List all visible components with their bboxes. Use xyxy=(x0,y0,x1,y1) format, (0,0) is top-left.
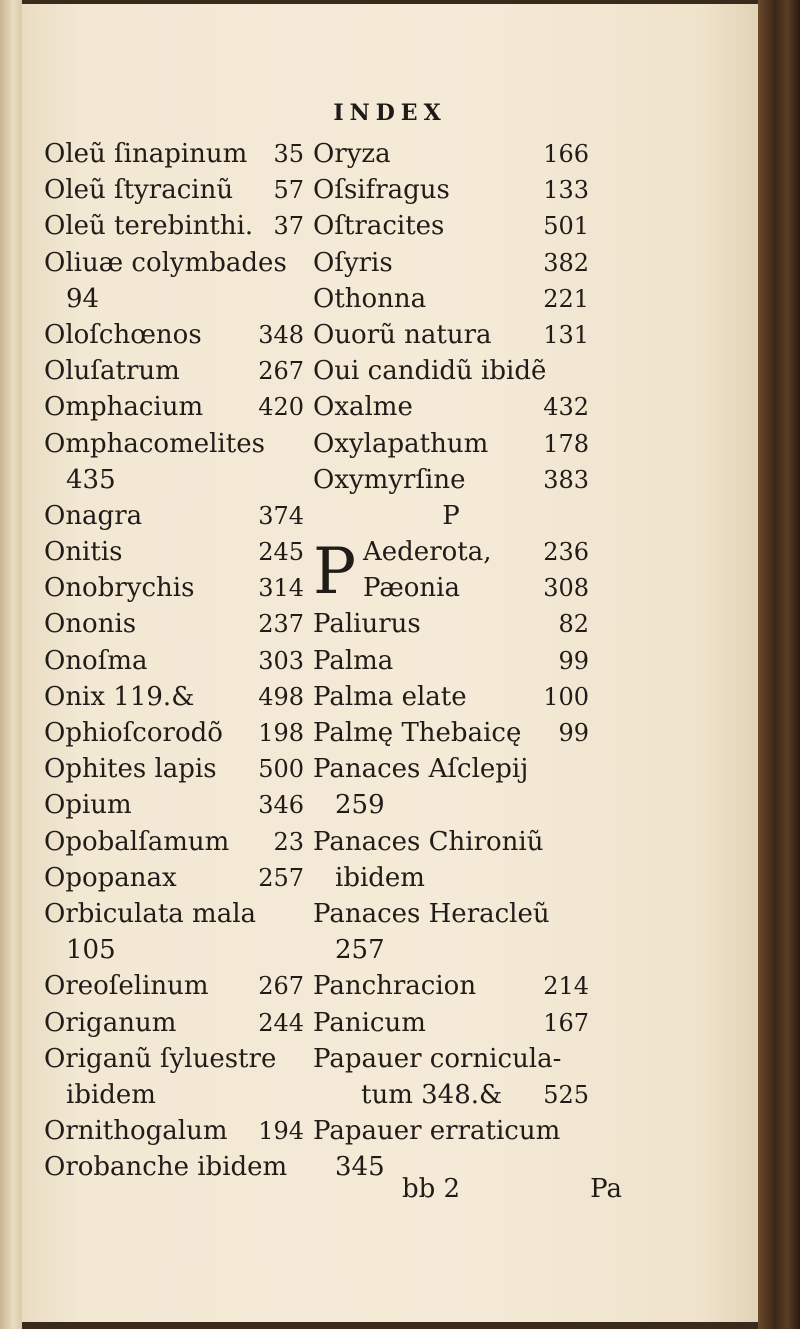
entry-term: Paliurus xyxy=(313,609,421,640)
entry-term: Oleũ terebinthi. xyxy=(44,211,254,242)
index-entry xyxy=(44,1005,304,1041)
entry-page-number: 382 xyxy=(543,248,589,277)
entry-term: Panaces Chironiũ xyxy=(313,826,544,857)
entry-term: Oxylapathum xyxy=(313,428,489,459)
entry-term: 94 xyxy=(66,283,100,314)
catchword: Pa xyxy=(590,1174,622,1204)
entry-term: 259 xyxy=(335,790,385,821)
entry-term: Oſtracites xyxy=(313,211,445,242)
entry-page-number: 500 xyxy=(258,755,304,784)
entry-term: Ophites lapis xyxy=(44,754,217,785)
entry-term: Opobalſamum xyxy=(44,826,230,857)
entry-page-number: 257 xyxy=(258,863,304,892)
index-entry xyxy=(44,245,304,281)
index-entry xyxy=(44,462,304,498)
entry-term: Oryza xyxy=(313,139,391,169)
entry-page-number: 314 xyxy=(258,574,304,603)
index-entry xyxy=(313,281,589,317)
signature-mark: bb 2 xyxy=(402,1174,461,1204)
entry-page-number: 166 xyxy=(543,140,589,168)
entry-page-number: 99 xyxy=(558,646,589,675)
index-entry xyxy=(313,353,589,389)
entry-page-number: 525 xyxy=(543,1080,589,1109)
index-entry xyxy=(44,172,304,208)
index-entry xyxy=(313,1077,589,1113)
entry-page-number: 245 xyxy=(258,538,304,567)
index-entry xyxy=(44,606,304,642)
entry-term: Oſsifragus xyxy=(313,175,450,206)
entry-term: Oloſchœnos xyxy=(44,319,202,350)
index-entry xyxy=(313,1113,589,1149)
index-entry xyxy=(44,643,304,679)
entry-term: Aederota, xyxy=(363,537,492,568)
entry-page-number: 420 xyxy=(258,393,304,422)
entry-page-number: 267 xyxy=(258,357,304,386)
entry-page-number: 346 xyxy=(258,791,304,820)
entry-page-number: 348 xyxy=(258,320,304,349)
entry-term: Panicum xyxy=(313,1007,426,1038)
entry-page-number: 131 xyxy=(543,320,589,349)
entry-term: Orbiculata mala xyxy=(44,898,257,929)
index-entry xyxy=(313,896,589,932)
index-entry xyxy=(44,1113,304,1149)
entry-term: Orobanche ibidem xyxy=(44,1152,288,1183)
index-column-left xyxy=(44,136,304,1185)
entry-page-number: 501 xyxy=(543,212,589,241)
entry-page-number: 498 xyxy=(258,682,304,711)
index-entry xyxy=(44,534,304,570)
entry-page-number: 236 xyxy=(543,538,589,567)
entry-page-number: 198 xyxy=(258,719,304,747)
entry-term: Oleũ ſinapinum xyxy=(44,139,248,169)
index-entry xyxy=(313,824,589,860)
entry-term: Onix 119.& xyxy=(44,681,195,712)
entry-term: ibidem xyxy=(335,862,425,893)
entry-term: Opium xyxy=(44,790,132,821)
index-entry xyxy=(44,1041,304,1077)
entry-term: Onobrychis xyxy=(44,573,195,604)
index-entry xyxy=(313,679,589,715)
entry-term: Panchracion xyxy=(313,971,477,1002)
index-entry xyxy=(313,715,589,751)
index-entry xyxy=(313,317,589,353)
index-entry xyxy=(44,1077,304,1113)
entry-term: Oliuæ colymbades xyxy=(44,247,287,278)
entry-term: Omphacomelites xyxy=(44,428,265,459)
index-entry xyxy=(313,570,589,606)
entry-term: 257 xyxy=(335,935,385,966)
entry-page-number: 374 xyxy=(258,501,304,530)
index-entry xyxy=(44,896,304,932)
index-entry xyxy=(313,1041,589,1077)
index-entry xyxy=(44,824,304,860)
index-entry xyxy=(44,715,304,751)
index-entry xyxy=(313,751,589,787)
entry-term: Ononis xyxy=(44,609,137,640)
entry-term: Oluſatrum xyxy=(44,356,180,387)
entry-term: Oleũ ſtyracinũ xyxy=(44,175,234,206)
index-entry xyxy=(44,932,304,968)
entry-page-number: 267 xyxy=(258,972,304,1001)
entry-term: 345 xyxy=(335,1152,385,1183)
index-column-right xyxy=(313,136,589,1185)
entry-page-number: 244 xyxy=(258,1008,304,1037)
entry-page-number: 178 xyxy=(543,429,589,458)
index-entry xyxy=(313,498,589,534)
entry-page-number: 308 xyxy=(543,574,589,603)
left-page-edge xyxy=(0,0,22,1329)
page-header: INDEX xyxy=(333,100,447,126)
index-entry xyxy=(313,787,589,823)
entry-page-number: 303 xyxy=(258,646,304,675)
index-entry xyxy=(313,643,589,679)
drop-cap: P xyxy=(313,535,357,610)
entry-term: Ornithogalum xyxy=(44,1116,228,1147)
entry-term: Opopanax xyxy=(44,862,177,893)
entry-term: Papauer cornicula- xyxy=(313,1043,562,1074)
entry-term: Ouorũ natura xyxy=(313,319,492,350)
entry-page-number: 221 xyxy=(543,284,589,313)
entry-page-number: 82 xyxy=(558,610,589,639)
index-entry xyxy=(313,1005,589,1041)
entry-page-number: 167 xyxy=(543,1008,589,1037)
entry-term: Panaces Heracleũ xyxy=(313,898,550,929)
index-entry xyxy=(313,860,589,896)
index-entry xyxy=(44,281,304,317)
entry-page-number: 99 xyxy=(558,719,589,747)
index-entry xyxy=(44,389,304,425)
index-entry xyxy=(44,136,304,172)
index-entry xyxy=(44,353,304,389)
entry-term: 105 xyxy=(66,935,116,966)
book-page xyxy=(22,4,758,1322)
entry-term: P xyxy=(442,500,460,531)
index-entry xyxy=(313,462,589,498)
index-entry xyxy=(44,751,304,787)
entry-page-number: 133 xyxy=(543,176,589,205)
entry-term: Onitis xyxy=(44,537,123,568)
entry-page-number: 23 xyxy=(273,827,304,856)
entry-term: Palmę Thebaicę xyxy=(313,718,522,748)
index-entry xyxy=(44,787,304,823)
entry-page-number: 37 xyxy=(273,212,304,241)
index-entry xyxy=(44,1149,304,1185)
index-entry xyxy=(44,208,304,244)
index-entry xyxy=(313,172,589,208)
entry-term: Oſyris xyxy=(313,247,393,278)
index-entry xyxy=(44,317,304,353)
entry-term: Othonna xyxy=(313,283,427,314)
index-entry xyxy=(44,860,304,896)
index-entry xyxy=(44,498,304,534)
entry-term: Pæonia xyxy=(363,573,460,604)
index-entry xyxy=(313,426,589,462)
index-entry xyxy=(44,570,304,606)
entry-page-number: 383 xyxy=(543,465,589,494)
entry-term: Panaces Aſclepij xyxy=(313,754,529,785)
index-entry xyxy=(313,606,589,642)
book-cover-edge xyxy=(758,0,800,1329)
entry-page-number: 100 xyxy=(543,682,589,711)
index-entry xyxy=(313,245,589,281)
entry-page-number: 432 xyxy=(543,393,589,422)
entry-term: Oreoſelinum xyxy=(44,971,209,1002)
entry-term: Palma xyxy=(313,645,394,676)
entry-page-number: 194 xyxy=(258,1117,304,1146)
entry-term: Onagra xyxy=(44,500,143,531)
entry-term: Oxalme xyxy=(313,392,413,423)
entry-term: tum 348.& xyxy=(361,1079,503,1110)
entry-term: Papauer erraticum xyxy=(313,1116,561,1147)
index-entry xyxy=(313,932,589,968)
entry-term: 435 xyxy=(66,464,116,495)
page-footer xyxy=(402,1174,622,1204)
entry-term: Palma elate xyxy=(313,681,467,712)
entry-page-number: 57 xyxy=(273,176,304,205)
entry-term: Ophioſcorodõ xyxy=(44,718,223,748)
index-entry xyxy=(313,136,589,172)
index-entry xyxy=(313,208,589,244)
index-entry xyxy=(44,426,304,462)
entry-term: Onoſma xyxy=(44,645,148,676)
entry-term: Origanum xyxy=(44,1007,177,1038)
entry-term: ibidem xyxy=(66,1079,156,1110)
entry-page-number: 237 xyxy=(258,610,304,639)
index-entry xyxy=(313,968,589,1004)
entry-term: Oui candidũ ibidẽ xyxy=(313,356,547,387)
index-entry xyxy=(44,679,304,715)
index-entry xyxy=(44,968,304,1004)
entry-page-number: 35 xyxy=(273,140,304,168)
index-entry xyxy=(313,389,589,425)
entry-term: Omphacium xyxy=(44,392,204,423)
entry-term: Origanũ ſyluestre xyxy=(44,1043,277,1074)
entry-term: Oxymyrſine xyxy=(313,464,466,495)
entry-page-number: 214 xyxy=(543,972,589,1001)
